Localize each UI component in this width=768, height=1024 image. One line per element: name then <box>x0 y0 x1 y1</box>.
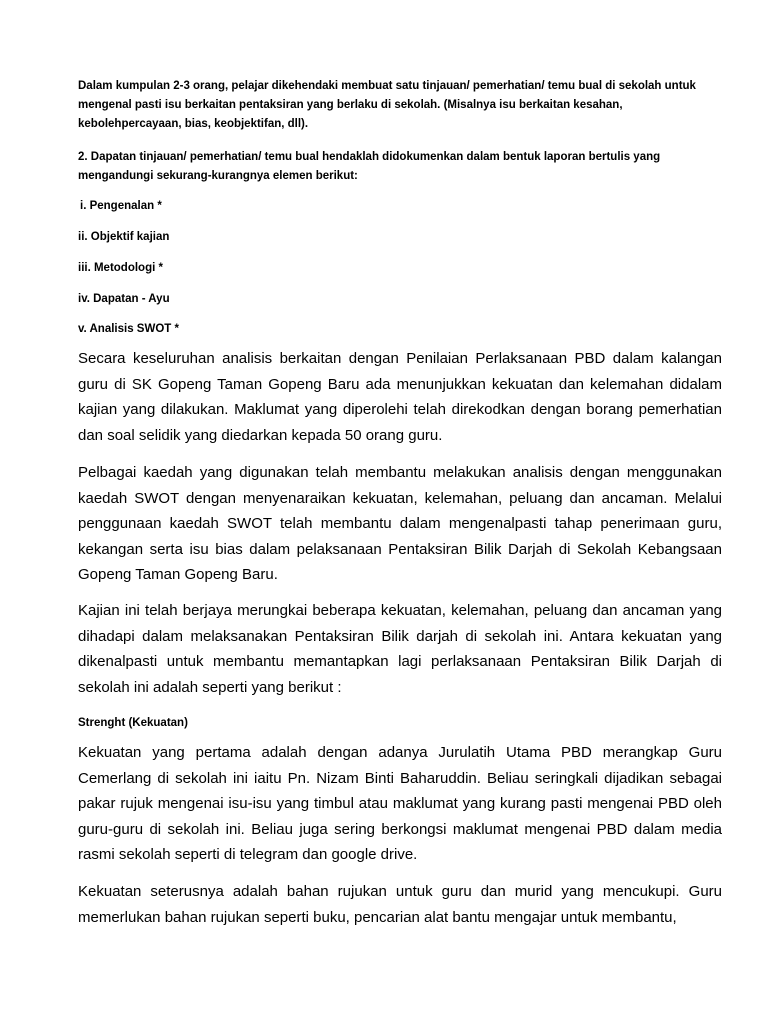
report-requirement: 2. Dapatan tinjauan/ pemerhatian/ temu bual hendaklah didokumenkan dalam bentuk laporan bertulis yang mengandungi sekurang-kurangnya elemen berikut: <box>78 151 661 182</box>
element-item-metodologi: iii. Metodologi * <box>78 262 163 274</box>
element-item-pengenalan: i. Pengenalan * <box>80 200 162 212</box>
element-item-objektif: ii. Objektif kajian <box>78 231 170 243</box>
section-heading-strength: Strenght (Kekuatan) <box>78 717 188 729</box>
body-paragraph: Kajian ini telah berjaya merungkai beberapa kekuatan, kelemahan, peluang dan ancaman yang dihadapi dalam melaksanakan Pentaksiran Bilik darjah di sekolah ini. Antara kekuatan yang dikenalpasti untuk membantu memantapkan lagi perlaksanaan Pentaksiran Bilik Darjah di sekolah ini adalah seperti yang berikut : <box>78 602 722 696</box>
strength-paragraph: Kekuatan seterusnya adalah bahan rujukan untuk guru dan murid yang mencukupi. Guru memerlukan bahan rujukan seperti buku, pencarian alat bantu mengajar untuk membantu, <box>78 883 722 926</box>
assignment-instruction: Dalam kumpulan 2-3 orang, pelajar dikehendaki membuat satu tinjauan/ pemerhatian/ temu bual di sekolah untuk mengenal pasti isu berkaitan pentaksiran yang berlaku di sekolah. (Misalnya isu berkaitan kesahan, kebolehpercayaan, bias, keobjektifan, dll). <box>78 80 696 130</box>
body-paragraph: Pelbagai kaedah yang digunakan telah membantu melakukan analisis dengan menggunakan kaedah SWOT dengan menyenaraikan kekuatan, kelemahan, peluang dan ancaman. Melalui penggunaan kaedah SWOT telah membantu dalam mengenalpasti tahap penerimaan guru, kekangan serta isu bias dalam pelaksanaan Pentaksiran Bilik Darjah di Sekolah Kebangsaan Gopeng Taman Gopeng Baru. <box>78 464 722 583</box>
element-item-dapatan: iv. Dapatan - Ayu <box>78 293 170 305</box>
body-paragraph: Secara keseluruhan analisis berkaitan dengan Penilaian Perlaksanaan PBD dalam kalangan guru di SK Gopeng Taman Gopeng Baru ada menunjukkan kekuatan dan kelemahan didalam kajian yang dilakukan. Maklumat yang diperolehi telah direkodkan dengan borang pemerhatian dan soal selidik yang diedarkan kepada 50 orang guru. <box>78 350 722 444</box>
element-item-analisis-swot: v. Analisis SWOT * <box>78 323 179 335</box>
strength-paragraph: Kekuatan yang pertama adalah dengan adanya Jurulatih Utama PBD merangkap Guru Cemerlang di sekolah ini iaitu Pn. Nizam Binti Baharuddin. Beliau seringkali dijadikan sebagai pakar rujuk mengenai isu-isu yang timbul atau maklumat yang kurang pasti mengenai PBD oleh guru-guru di sekolah ini. Beliau juga sering berkongsi maklumat mengenai PBD dalam media rasmi sekolah seperti di telegram dan google drive. <box>78 744 722 863</box>
document-page <box>78 0 722 1024</box>
